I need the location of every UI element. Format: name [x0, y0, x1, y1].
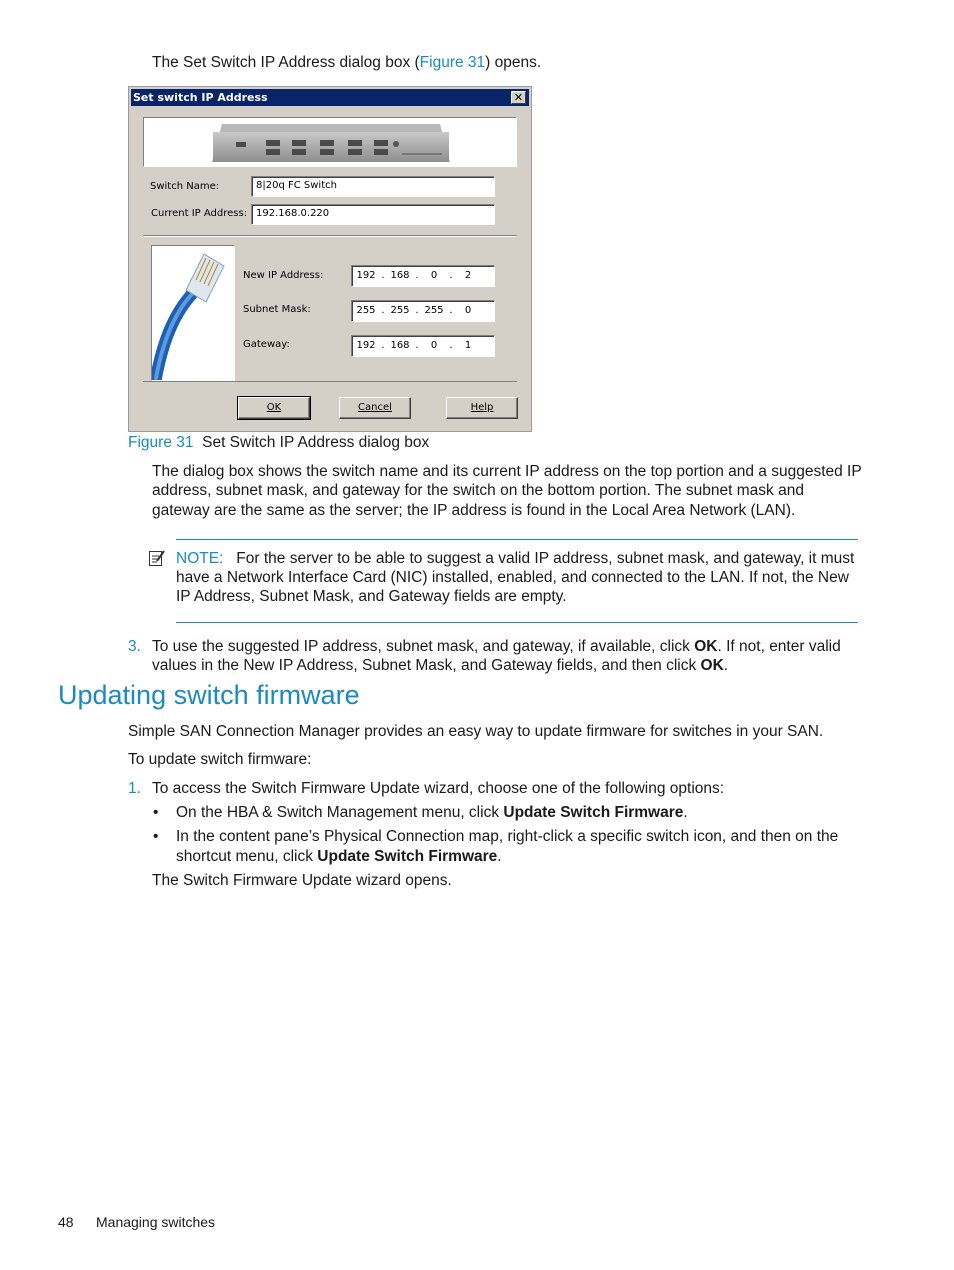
figure-caption [128, 433, 429, 453]
paragraph-line: address, subnet mask, and gateway for the switch on the bottom portion. The subnet mask and [152, 482, 804, 499]
intro-text: The Set Switch IP Address dialog box (Figure 31) opens. [152, 54, 542, 71]
switch-name-label: Switch Name: [150, 181, 220, 192]
paragraph-line: gateway are the same as the server; the IP address is found in the Local Area Network (LAN). [152, 502, 796, 519]
switch-name-field[interactable]: 8|20q FC Switch [251, 176, 495, 197]
separator [143, 235, 517, 237]
page-number: 48 [58, 1214, 74, 1230]
subnet-mask-label: Subnet Mask: [243, 304, 311, 315]
new-ip-label: New IP Address: [243, 270, 324, 281]
section-heading: Updating switch firmware [58, 680, 360, 710]
figure-link[interactable]: Figure 31 [419, 54, 486, 71]
note-line: IP Address, Subnet Mask, and Gateway fields are empty. [176, 588, 567, 605]
bullet-text: shortcut menu, click Update Switch Firmware. [176, 848, 502, 865]
figure-caption-text: Set Switch IP Address dialog box [202, 434, 430, 451]
note-top-rule [176, 539, 858, 540]
current-ip-field[interactable]: 192.168.0.220 [251, 204, 495, 225]
bullet-icon: • [153, 828, 159, 845]
gateway-label: Gateway: [243, 339, 290, 350]
section-intro: Simple SAN Connection Manager provides an easy way to update firmware for switches in your SAN. [128, 723, 824, 740]
paragraph-line: The dialog box shows the switch name and its current IP address on the top portion and a suggested IP [152, 463, 862, 480]
new-ip-field[interactable]: 192 . 168 . 0 . 2 [351, 265, 495, 287]
note-line: have a Network Interface Card (NIC) installed, enabled, and connected to the LAN. If not, the New [176, 569, 849, 586]
help-button[interactable]: Help [446, 397, 518, 419]
gateway-field[interactable]: 192 . 168 . 0 . 1 [351, 335, 495, 357]
set-switch-ip-dialog [128, 86, 532, 432]
cable-image-panel [151, 245, 235, 381]
ok-button[interactable]: OK [238, 397, 310, 419]
bullet-text: In the content pane’s Physical Connection map, right-click a specific switch icon, and then on the [176, 828, 839, 845]
note-bottom-rule [176, 622, 858, 623]
step-text: To access the Switch Firmware Update wizard, choose one of the following options: [152, 780, 725, 797]
footer-section-name: Managing switches [96, 1214, 216, 1230]
step-text: To use the suggested IP address, subnet mask, and gateway, if available, click OK. If not, enter valid [152, 638, 841, 655]
subnet-mask-field[interactable]: 255 . 255 . 255 . 0 [351, 300, 495, 322]
step-text: values in the New IP Address, Subnet Mask, and Gateway fields, and then click OK. [152, 657, 729, 674]
fc-switch-image-icon [212, 124, 450, 162]
result-text: The Switch Firmware Update wizard opens. [152, 872, 452, 889]
step-number: 1. [128, 780, 141, 797]
note-icon [148, 549, 166, 567]
dialog-title: Set switch IP Address [133, 91, 268, 104]
section-lead: To update switch firmware: [128, 751, 312, 768]
separator [143, 381, 517, 382]
dialog-titlebar [131, 89, 529, 106]
cancel-button[interactable]: Cancel [339, 397, 411, 419]
close-icon[interactable]: ✕ [511, 91, 526, 104]
step-number: 3. [128, 638, 141, 655]
note-line: NOTE: For the server to be able to suggest a valid IP address, subnet mask, and gateway, it must [176, 550, 855, 567]
figure-label: Figure 31 [128, 434, 194, 451]
current-ip-label: Current IP Address: [151, 208, 248, 219]
bullet-icon: • [153, 804, 159, 821]
bullet-text: On the HBA & Switch Management menu, click Update Switch Firmware. [176, 804, 688, 821]
network-cable-icon [152, 246, 234, 380]
note-label: NOTE: [176, 550, 224, 567]
switch-image-panel [143, 117, 517, 167]
